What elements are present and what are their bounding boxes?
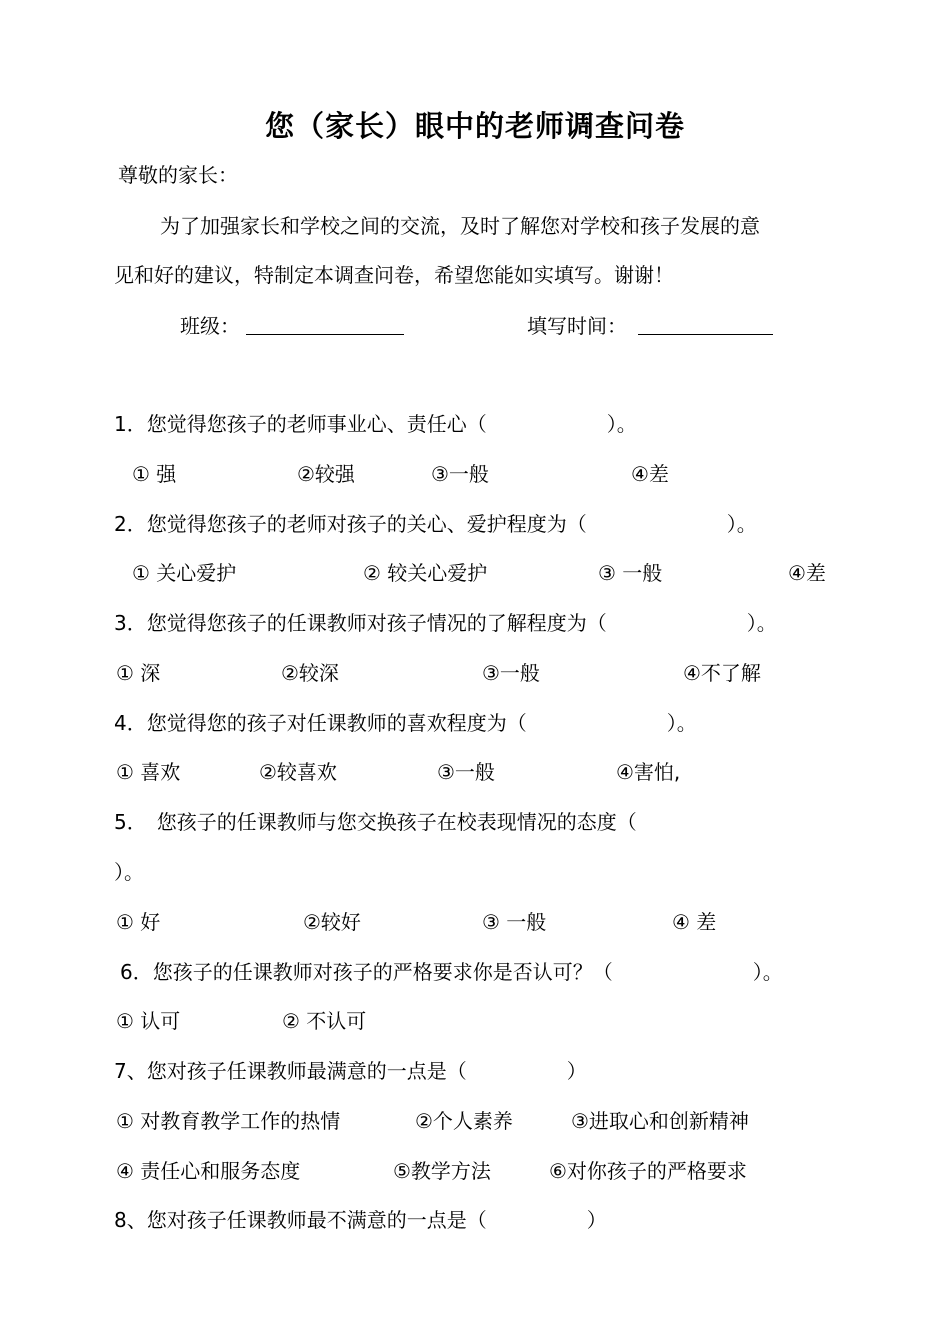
q7-option-1[interactable]: ① 对教育教学工作的热情 [116,1109,341,1133]
question-4-stem: 4．您觉得您的孩子对任课教师的喜欢程度为（ ）。 [114,711,697,735]
q3-option-2[interactable]: ②较深 [281,661,339,685]
q5-option-4[interactable]: ④ 差 [672,910,717,934]
q1-option-1[interactable]: ① 强 [132,462,177,486]
question-7-stem: 7、您对孩子任课教师最满意的一点是（ ） [114,1059,587,1083]
time-label: 填写时间： [527,314,627,338]
q7-option-6[interactable]: ⑥对你孩子的严格要求 [549,1159,747,1183]
q7-option-5[interactable]: ⑤教学方法 [393,1159,491,1183]
q7-option-3[interactable]: ③进取心和创新精神 [571,1109,749,1133]
question-5-stem-continued: ）。 [114,860,144,884]
salutation: 尊敬的家长： [118,163,238,187]
question-8-stem: 8、您对孩子任课教师最不满意的一点是（ ） [114,1208,607,1232]
question-5-stem: 5． 您孩子的任课教师与您交换孩子在校表现情况的态度（ [114,810,637,834]
q1-option-4[interactable]: ④差 [631,462,669,486]
q6-option-2[interactable]: ② 不认可 [282,1009,367,1033]
q1-option-3[interactable]: ③一般 [431,462,489,486]
q5-option-3[interactable]: ③ 一般 [482,910,547,934]
class-label: 班级： [180,314,240,338]
q5-option-2[interactable]: ②较好 [303,910,361,934]
q4-option-3[interactable]: ③一般 [437,760,495,784]
question-1-stem: 1．您觉得您孩子的老师事业心、责任心（ ）。 [114,412,637,436]
q2-option-1[interactable]: ① 关心爱护 [132,561,237,585]
q3-option-3[interactable]: ③一般 [482,661,540,685]
q6-option-1[interactable]: ① 认可 [116,1009,181,1033]
q1-option-2[interactable]: ②较强 [297,462,355,486]
q4-option-1[interactable]: ① 喜欢 [116,760,181,784]
q2-option-3[interactable]: ③ 一般 [598,561,663,585]
question-3-stem: 3．您觉得您孩子的任课教师对孩子情况的了解程度为（ ）。 [114,611,777,635]
page-title: 您（家长）眼中的老师调查问卷 [264,109,685,143]
time-blank[interactable] [638,334,773,335]
intro-paragraph-line-2: 见和好的建议，特制定本调查问卷，希望您能如实填写。谢谢！ [114,263,674,287]
question-2-stem: 2．您觉得您孩子的老师对孩子的关心、爱护程度为（ ）。 [114,512,757,536]
q7-option-4[interactable]: ④ 责任心和服务态度 [116,1159,301,1183]
q2-option-2[interactable]: ② 较关心爱护 [363,561,488,585]
q4-option-4[interactable]: ④害怕, [616,760,681,784]
intro-paragraph-line-1: 为了加强家长和学校之间的交流，及时了解您对学校和孩子发展的意 [160,214,760,238]
question-6-stem: 6．您孩子的任课教师对孩子的严格要求你是否认可？（ ）。 [120,960,783,984]
q2-option-4[interactable]: ④差 [788,561,826,585]
q5-option-1[interactable]: ① 好 [116,910,161,934]
class-blank[interactable] [246,334,404,335]
q3-option-1[interactable]: ① 深 [116,661,161,685]
q3-option-4[interactable]: ④不了解 [683,661,761,685]
q7-option-2[interactable]: ②个人素养 [415,1109,513,1133]
q4-option-2[interactable]: ②较喜欢 [259,760,337,784]
